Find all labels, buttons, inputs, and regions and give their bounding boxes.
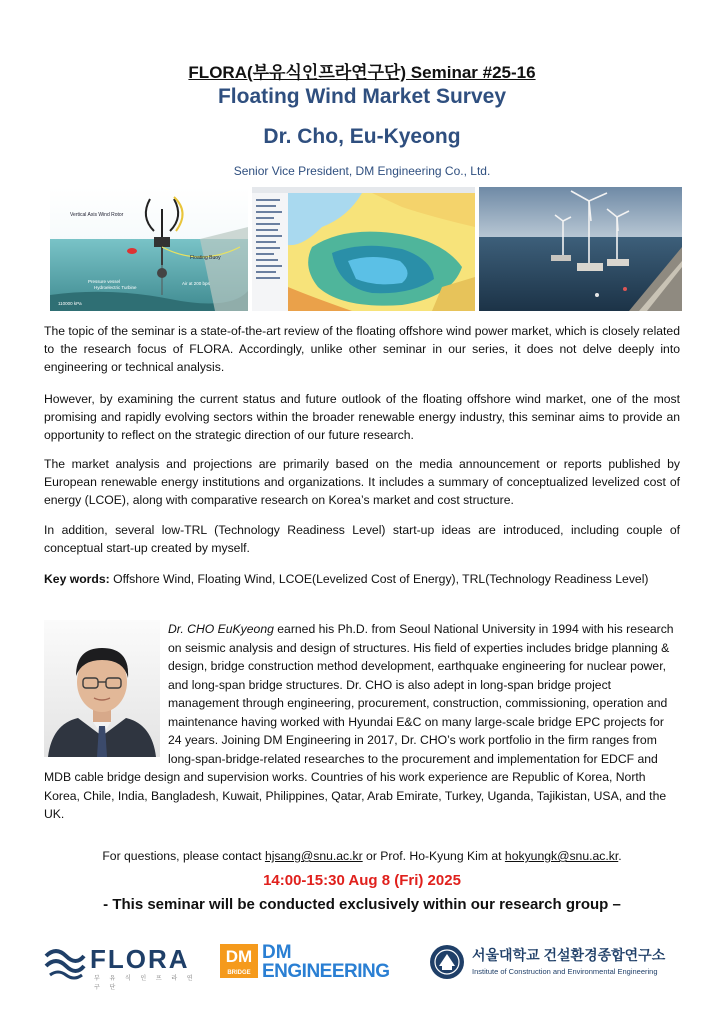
dm-engineering-logo [220,940,415,984]
dm-logo-line2: ENGINEERING [262,961,390,982]
contact-middle: or Prof. Ho-Kyung Kim at [362,849,505,863]
floating-wind-port-photo [479,187,682,311]
wind-resource-map-image [252,187,475,311]
dm-badge-subtext: BRIDGE [227,970,251,976]
dm-logo-line1: DM [262,942,292,963]
bio-speaker-name: Dr. CHO EuKyeong [168,622,274,636]
flora-logo-text: FLORA [90,944,190,974]
keywords [44,570,680,588]
contact-prefix: For questions, please contact [102,849,265,863]
paragraph-topic: The topic of the seminar is a state-of-the-art review of the floating offshore wind power market, which is closely related to the research focus of FLORA. Accordingly, unlike other seminar in our series, it does not delve deeply into engineering or technical analysis. [44,324,680,374]
flora-logo [44,940,204,991]
diagram-label-vessel: Pressure vessel [88,279,121,284]
seminar-datetime: 14:00-15:30 Aug 8 (Fri) 2025 [263,872,461,889]
paragraph-outlook: However, by examining the current status and future outlook of the floating offshore wind market, one of the most promising and rapidly evolving sectors within the broader renewable energy industry, this seminar aims to provide an opportunity to reflect on the strategic direction of our future research. [44,392,680,442]
dm-badge-text: DM [225,947,253,966]
snu-emblem-icon [428,942,466,982]
diagram-label-bottom: 110000 kPa [58,301,82,306]
dm-bridge-badge [220,944,258,978]
paragraph-startup-ideas: In addition, several low-TRL (Technology Readiness Level) start-up ideas are introduced, including couple of conceptual start-up created by myself. [44,523,680,555]
speaker-biography [44,620,680,824]
contact-email-hjsang[interactable]: hjsang@snu.ac.kr [264,849,363,863]
speaker-affiliation: Senior Vice President, DM Engineering Co., Ltd. [233,164,491,178]
snu-institute-logo [428,940,678,984]
speaker-name: Dr. Cho, Eu-Kyeong [263,125,461,148]
snu-institute-english-name: Institute of Construction and Environmental Engineering [472,967,658,976]
paragraph-market-analysis: The market analysis and projections are primarily based on the media announcement or reports published by European renewable energy institutions and organizations. It includes a summary of conceptualized levelized cost of energy (LCOE), along with comparative research on Korea’s market and cost structure. [44,457,680,507]
diagram-label-air: Air at 200 bps [182,281,210,286]
floating-wind-diagram-image [50,187,248,311]
diagram-label-turbine: Hydroelectric Turbine [94,285,137,290]
snu-institute-korean-name: 서울대학교 건설환경종합연구소 [472,947,666,963]
flora-logo-subtitle: 부 유 식 인 프 라 연 구 단 [94,976,197,991]
seminar-notice: - This seminar will be conducted exclusively within our research group – [103,896,621,913]
contact-suffix: . [618,849,622,863]
keywords-list: Offshore Wind, Floating Wind, LCOE(Levelized Cost of Energy), TRL(Technology Readiness Level) [109,572,649,586]
keywords-label: Key words: [44,572,110,586]
bio-text: earned his Ph.D. from Seoul National University in 1994 with his research on seismic analysis and design of structures. His field of experties includes bridge planning & design, bridge construction method development, earthquake engineering for nuclear power, and long-span bridge structures. Dr. CHO is also adept in long-span bridge project management through engineering, procurement, construction, commissioning, operation and maintenance having worked with Hyundai E&C on many large-scale bridge EPC projects for 24 years. Joining DM Engineering in 2017, Dr. CHO’s work portfolio in the firm ranges from long-span-bridge-related researches to the procurement and implementation for EDCF and MDB cable bridge design and supervision works. Countries of his work experience are Republic of Korea, North Korea, Chile, India, Bangladesh, Kuwait, Philippines, Qatar, Arab Emirate, Turkey, Uganda, Tajikistan, USA, and the UK. [44,622,674,821]
contact-email-hokyungk[interactable]: hokyungk@snu.ac.kr [504,849,619,863]
seminar-series-title: FLORA(부유식인프라연구단) Seminar #25-16 [188,63,536,82]
flora-wave-icon [44,942,86,982]
contact-line [0,849,724,863]
diagram-label-rotor: Vertical Axis Wind Rotor [70,212,124,218]
seminar-title: Floating Wind Market Survey [217,85,507,108]
diagram-label-buoy: Floating Buoy [190,255,221,261]
